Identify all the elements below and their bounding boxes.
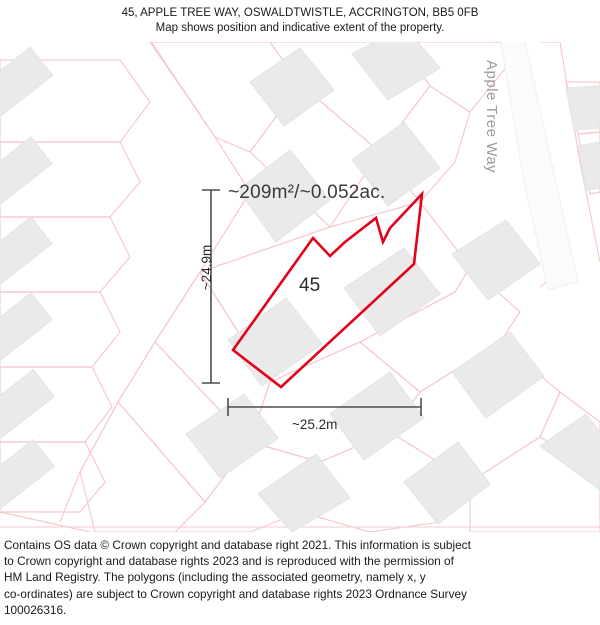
- page-subtitle: Map shows position and indicative extent of the property.: [155, 22, 445, 34]
- plot-area-label: ~209m²/~0.052ac.: [228, 182, 386, 203]
- footer-line-2: to Crown copyright and database rights 2023 and is reproduced with the permission of: [4, 554, 454, 569]
- footer-line-1: Contains OS data © Crown copyright and database right 2021. This information is subject: [4, 538, 471, 552]
- footer-line-5: 100026316.: [4, 602, 67, 617]
- plot-number-label: 45: [299, 275, 321, 296]
- horizontal-dimension-label: ~25.2m: [292, 417, 338, 432]
- vertical-dimension-label: ~24.9m: [199, 244, 215, 291]
- page-title: 45, APPLE TREE WAY, OSWALDTWISTLE, ACCRINGTON, BB5 0FB: [121, 7, 479, 19]
- footer-line-4: co-ordinates) are subject to Crown copyright and database rights 2023 Ordnance Survey: [4, 586, 467, 601]
- map-header: [0, 0, 600, 36]
- footer-line-3: HM Land Registry. The polygons (including the associated geometry, namely x, y: [4, 570, 426, 585]
- map-canvas[interactable]: [0, 42, 600, 532]
- street-name-label: Apple Tree Way: [483, 60, 500, 174]
- copyright-footer: [0, 537, 600, 618]
